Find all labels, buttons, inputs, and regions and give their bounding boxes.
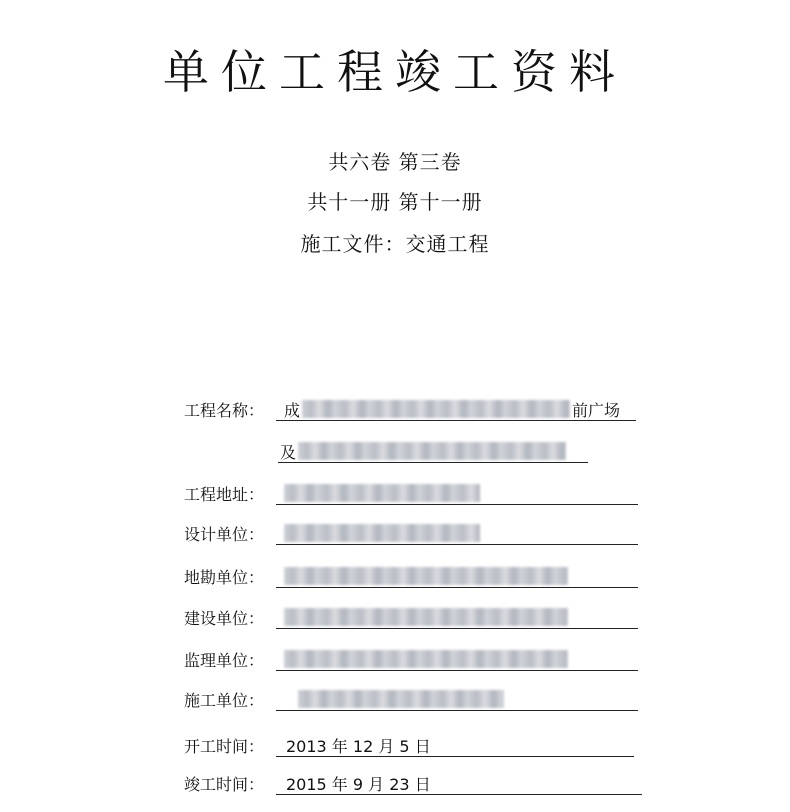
address-label: 工程地址： bbox=[184, 485, 265, 504]
design-unit-label: 设计单位： bbox=[184, 525, 265, 544]
redacted-construction-unit bbox=[298, 690, 504, 708]
project-name-prefix: 成 bbox=[284, 401, 301, 420]
start-date-label: 开工时间： bbox=[184, 737, 265, 756]
project-name-line2-prefix: 及 bbox=[280, 443, 297, 462]
document-title: 单位工程竣工资料 bbox=[163, 45, 627, 99]
start-date-value: 2013 年 12 月 5 日 bbox=[286, 737, 431, 756]
survey-unit-label: 地勘单位： bbox=[184, 568, 265, 587]
redacted-address bbox=[284, 484, 480, 502]
end-date-label: 竣工时间： bbox=[184, 775, 265, 794]
project-name-suffix: 前广场 bbox=[572, 401, 621, 420]
construction-unit-label: 施工单位： bbox=[184, 691, 265, 710]
file-type-line: 施工文件：交通工程 bbox=[300, 232, 490, 256]
book-line: 共十一册 第十一册 bbox=[307, 190, 483, 214]
supervision-unit-label: 监理单位： bbox=[184, 651, 265, 670]
owner-unit-label: 建设单位： bbox=[184, 609, 265, 628]
project-name-label: 工程名称： bbox=[184, 401, 265, 420]
redacted-supervision-unit bbox=[284, 650, 568, 668]
redacted-design-unit bbox=[284, 524, 480, 542]
redacted-project-name-2 bbox=[298, 442, 566, 460]
redacted-project-name bbox=[302, 400, 570, 418]
end-date-value: 2015 年 9 月 23 日 bbox=[286, 775, 431, 794]
redacted-owner-unit bbox=[284, 608, 568, 626]
volume-line: 共六卷 第三卷 bbox=[328, 150, 462, 174]
redacted-survey-unit bbox=[284, 567, 568, 585]
